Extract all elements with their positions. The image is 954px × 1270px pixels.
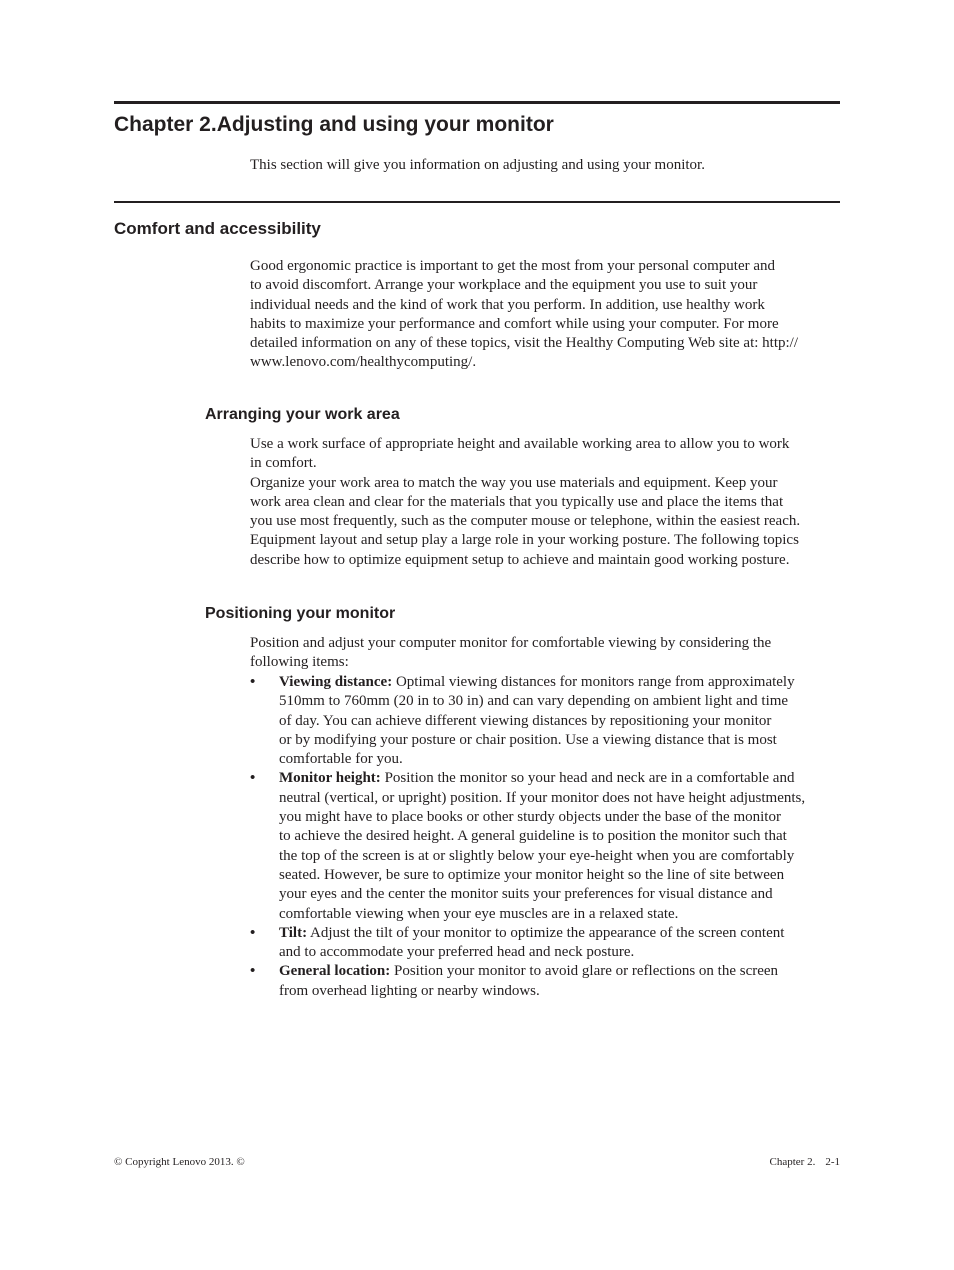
bullet-line: your eyes and the center the monitor suits your preferences for visual distance and: [279, 886, 773, 903]
chapter-top-rule: [114, 101, 840, 104]
paragraph-line: you use most frequently, such as the computer mouse or telephone, within the easiest reach.: [250, 513, 801, 530]
bullet-first-line: [279, 769, 850, 788]
positioning-paragraph: [250, 634, 845, 673]
bullet-line: or by modifying your posture or chair position. Use a viewing distance that is most: [279, 731, 777, 748]
bullet-term: Tilt:: [279, 924, 308, 941]
bullet-text: Position the monitor so your head and neck are in a comfortable and: [380, 770, 795, 787]
bullet-line: the top of the screen is at or slightly below your eye-height when you are comfortably: [279, 847, 795, 864]
paragraph-line: detailed information on any of these topics, visit the Healthy Computing Web site at: http://: [250, 335, 799, 352]
chapter-intro: [250, 156, 845, 175]
paragraph-line: following items:: [250, 654, 349, 671]
bullet-text: Position your monitor to avoid glare or reflections on the screen: [390, 963, 779, 980]
bullet-term: General location:: [279, 963, 391, 980]
footer-chapter: Chapter 2.: [769, 1156, 816, 1168]
paragraph-line: www.lenovo.com/healthycomputing/.: [250, 354, 477, 371]
subsection-title-arranging: Arranging your work area: [205, 406, 400, 423]
bullet-line: from overhead lighting or nearby windows.: [279, 982, 540, 999]
bullet-line: 510mm to 760mm (20 in to 30 in) and can vary depending on ambient light and time: [279, 693, 789, 710]
bullet-line: neutral (vertical, or upright) position. If your monitor does not have height adjustments,: [279, 789, 806, 806]
bullet-item-general-location: [250, 962, 850, 1001]
bullet-first-line: [279, 673, 850, 692]
paragraph-line: describe how to optimize equipment setup to achieve and maintain good working posture.: [250, 551, 790, 568]
bullet-first-line: [279, 962, 850, 981]
section-rule: [114, 201, 840, 203]
bullet-text: Adjust the tilt of your monitor to optimize the appearance of the screen content: [307, 924, 785, 941]
chapter-title: Chapter 2.Adjusting and using your monitor: [114, 113, 554, 136]
bullet-line: and to accommodate your preferred head and neck posture.: [279, 944, 635, 961]
bullet-line: comfortable viewing when your eye muscles are in a relaxed state.: [279, 905, 679, 922]
bullet-line: seated. However, be sure to optimize your monitor height so the line of site between: [279, 866, 785, 883]
bullet-icon: •: [250, 674, 256, 690]
section-title-comfort: Comfort and accessibility: [114, 219, 321, 238]
bullet-icon: •: [250, 770, 256, 787]
chapter-intro-text: This section will give you information on adjusting and using your monitor.: [250, 157, 705, 173]
paragraph-line: work area clean and clear for the materials that you typically use and place the items that: [250, 493, 784, 510]
footer-page-info: [770, 1155, 841, 1169]
footer-page-number: 2-1: [825, 1156, 840, 1168]
bullet-term: Viewing distance:: [279, 674, 393, 690]
bullet-line: you might have to place books or other sturdy objects under the base of the monitor: [279, 809, 781, 826]
paragraph-line: Good ergonomic practice is important to get the most from your personal computer and: [250, 258, 776, 274]
paragraph-line: habits to maximize your performance and comfort while using your computer. For more: [250, 315, 779, 332]
paragraph-line: Use a work surface of appropriate height and available working area to allow you to work: [250, 436, 790, 452]
paragraph-line: Position and adjust your computer monitor for comfortable viewing by considering the: [250, 635, 772, 651]
paragraph-line: individual needs and the kind of work that you perform. In addition, use healthy work: [250, 296, 765, 313]
subsection-title-positioning: Positioning your monitor: [205, 605, 396, 622]
bullet-item-monitor-height: [250, 769, 850, 923]
arranging-paragraph: [250, 435, 845, 570]
positioning-bullet-list: [250, 673, 850, 1001]
comfort-paragraph: [250, 257, 845, 373]
bullet-line: to achieve the desired height. A general guideline is to position the monitor such that: [279, 828, 787, 845]
bullet-line: comfortable for you.: [279, 751, 403, 768]
bullet-line: of day. You can achieve different viewing distances by repositioning your monitor: [279, 712, 772, 729]
bullet-first-line: [279, 924, 850, 943]
paragraph-line: Equipment layout and setup play a large role in your working posture. The following topics: [250, 532, 799, 549]
bullet-item-viewing-distance: [250, 673, 850, 769]
bullet-text: Optimal viewing distances for monitors range from approximately: [392, 674, 795, 690]
bullet-item-tilt: [250, 924, 850, 963]
paragraph-line: Organize your work area to match the way you use materials and equipment. Keep your: [250, 474, 778, 491]
paragraph-line: to avoid discomfort. Arrange your workplace and the equipment you use to suit your: [250, 277, 758, 294]
bullet-term: Monitor height:: [279, 770, 381, 787]
footer-copyright: © Copyright Lenovo 2013. ©: [114, 1156, 245, 1168]
bullet-icon: •: [250, 924, 256, 941]
paragraph-line: in comfort.: [250, 455, 317, 472]
bullet-icon: •: [250, 963, 256, 980]
